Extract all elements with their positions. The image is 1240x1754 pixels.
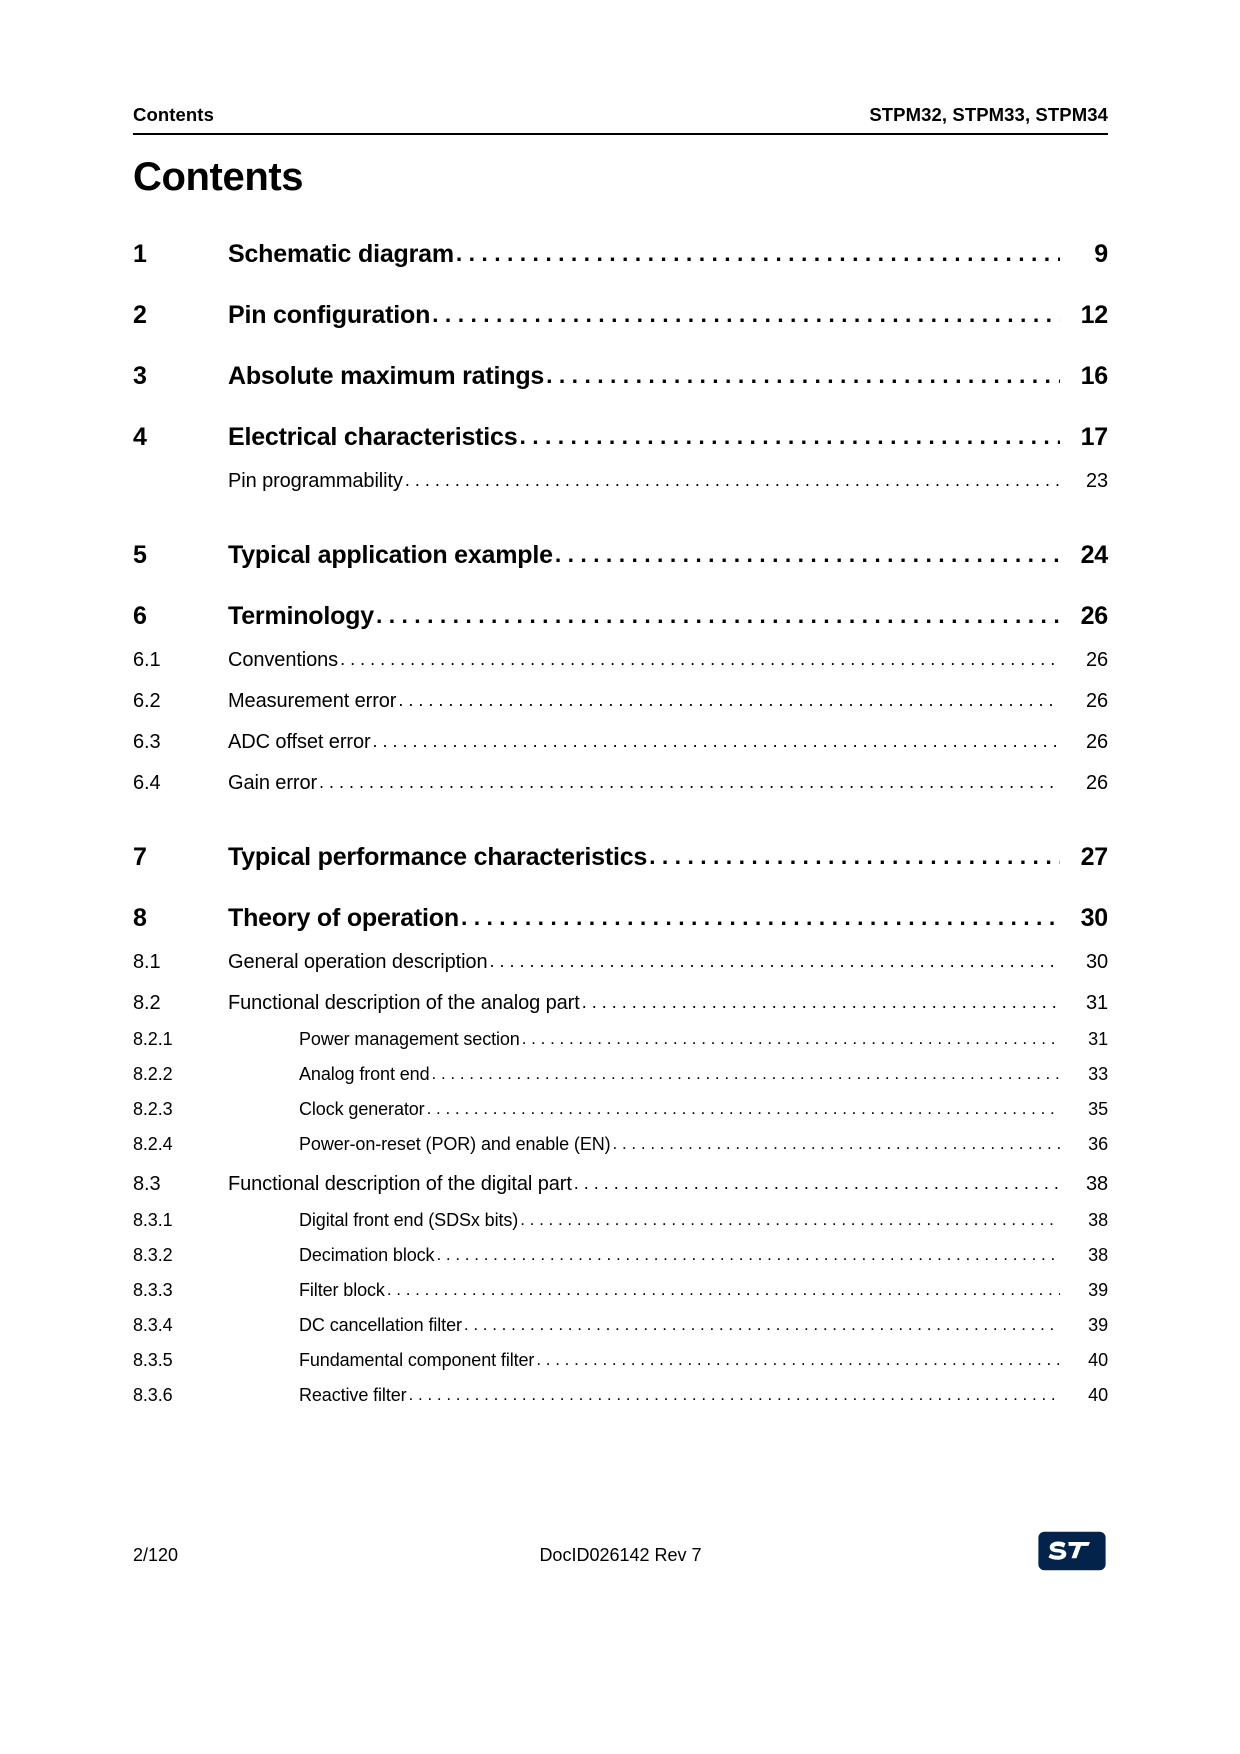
- toc-entry-page-number: 27: [1080, 843, 1108, 871]
- toc-entry[interactable]: [133, 1210, 1108, 1231]
- toc-entry-label: Terminology: [228, 602, 374, 630]
- toc-entry-number: 8.2.4: [133, 1134, 173, 1154]
- toc-entry-page-number: 39: [1088, 1280, 1108, 1300]
- toc-leader-dots: [574, 1173, 1060, 1194]
- toc-entry-label: General operation description: [228, 951, 488, 973]
- toc-entry-number: 5: [133, 541, 147, 569]
- toc-entry-page-number: 38: [1088, 1210, 1108, 1230]
- toc-entry-label: Digital front end (SDSx bits): [299, 1210, 519, 1230]
- header-left-text: Contents: [133, 104, 214, 125]
- toc-entry[interactable]: [133, 240, 1108, 269]
- toc-entry-page-number: 39: [1088, 1315, 1108, 1335]
- toc-entry-label: Functional description of the analog part: [228, 992, 580, 1014]
- toc-entry-page-number: 9: [1094, 240, 1108, 268]
- toc-entry[interactable]: [133, 1029, 1108, 1050]
- toc-leader-dots: [489, 951, 1060, 972]
- toc-entry-label: Fundamental component filter: [299, 1350, 535, 1370]
- toc-entry-label: Typical application example: [228, 541, 553, 569]
- toc-leader-dots: [405, 470, 1060, 491]
- toc-entry-label: Schematic diagram: [228, 240, 454, 268]
- toc-entry-number: 8.2.1: [133, 1029, 173, 1049]
- toc-leader-dots: [432, 301, 1060, 328]
- toc-leader-dots: [555, 541, 1060, 568]
- toc-entry-label: Measurement error: [228, 690, 397, 712]
- toc-entry-label: Decimation block: [299, 1245, 435, 1265]
- toc-entry-label: Theory of operation: [228, 904, 459, 932]
- toc-leader-dots: [427, 1099, 1060, 1119]
- toc-entry-page-number: 40: [1088, 1385, 1108, 1405]
- toc-entry-number: 8.3.5: [133, 1350, 173, 1370]
- toc-entry-number: 6.4: [133, 772, 161, 794]
- toc-entry[interactable]: [133, 649, 1108, 672]
- toc-entry-number: 2: [133, 301, 147, 329]
- toc-entry[interactable]: [133, 423, 1108, 452]
- toc-entry-number: 8.2.3: [133, 1099, 173, 1119]
- toc-entry[interactable]: [133, 1099, 1108, 1120]
- toc-entry[interactable]: [133, 1134, 1108, 1155]
- toc-entry-label: Functional description of the digital part: [228, 1173, 572, 1195]
- toc-leader-dots: [376, 602, 1060, 629]
- toc-entry-label: Pin programmability: [228, 470, 403, 492]
- toc-leader-dots: [387, 1280, 1060, 1300]
- toc-entry[interactable]: [133, 690, 1108, 713]
- toc-entry-page-number: 26: [1085, 731, 1108, 753]
- toc-entry-label: Typical performance characteristics: [228, 843, 648, 871]
- toc-leader-dots: [613, 1134, 1060, 1154]
- toc-leader-dots: [464, 1315, 1060, 1335]
- toc-entry-label: Pin configuration: [228, 301, 431, 329]
- page-title: Contents: [133, 155, 304, 199]
- toc-entry-number: 3: [133, 362, 147, 390]
- toc-leader-dots: [436, 1245, 1060, 1265]
- toc-leader-dots: [398, 690, 1060, 711]
- table-of-contents: [133, 240, 1108, 1406]
- toc-leader-dots: [649, 843, 1060, 870]
- toc-leader-dots: [409, 1385, 1060, 1405]
- toc-entry-label: ADC offset error: [228, 731, 371, 753]
- toc-entry-label: DC cancellation filter: [299, 1315, 462, 1335]
- toc-entry-number: 8.2: [133, 992, 161, 1014]
- toc-entry-label: Conventions: [228, 649, 339, 671]
- toc-entry-page-number: 38: [1085, 1173, 1108, 1195]
- toc-entry[interactable]: [133, 1280, 1108, 1301]
- toc-entry-label: Reactive filter: [299, 1385, 407, 1405]
- page-footer: [133, 1540, 1108, 1580]
- toc-entry-number: 8.3.1: [133, 1210, 173, 1230]
- toc-leader-dots: [432, 1064, 1061, 1084]
- toc-leader-dots: [461, 904, 1060, 931]
- toc-entry-number: 8.3.3: [133, 1280, 173, 1300]
- toc-entry-page-number: 35: [1088, 1099, 1108, 1119]
- toc-entry[interactable]: [133, 1315, 1108, 1336]
- footer-docid: DocID026142 Rev 7: [539, 1545, 702, 1565]
- toc-leader-dots: [522, 1029, 1060, 1049]
- toc-entry[interactable]: [133, 992, 1108, 1015]
- toc-entry-label: Analog front end: [299, 1064, 430, 1084]
- toc-entry-number: 6.2: [133, 690, 161, 712]
- toc-entry-number: 8.1: [133, 951, 161, 973]
- toc-entry-number: 8.2.2: [133, 1064, 173, 1084]
- toc-entry-page-number: 23: [1085, 470, 1108, 492]
- toc-entry[interactable]: [133, 904, 1108, 933]
- toc-entry-number: 6.3: [133, 731, 161, 753]
- st-logo: [1036, 1528, 1108, 1574]
- toc-entry-page-number: 26: [1085, 772, 1108, 794]
- toc-entry-label: Filter block: [299, 1280, 385, 1300]
- toc-entry-number: 4: [133, 423, 147, 451]
- toc-leader-dots: [536, 1350, 1060, 1370]
- toc-entry-label: Absolute maximum ratings: [228, 362, 545, 390]
- toc-entry[interactable]: [133, 1064, 1108, 1085]
- toc-entry-label: Power-on-reset (POR) and enable (EN): [299, 1134, 611, 1154]
- toc-entry[interactable]: [133, 301, 1108, 330]
- toc-entry[interactable]: [133, 1385, 1108, 1406]
- toc-entry[interactable]: [133, 951, 1108, 974]
- toc-leader-dots: [456, 240, 1060, 267]
- toc-leader-dots: [373, 731, 1060, 752]
- toc-entry-number: 8.3: [133, 1173, 161, 1195]
- toc-entry-page-number: 30: [1085, 951, 1108, 973]
- header-right-text: STPM32, STPM33, STPM34: [869, 104, 1108, 125]
- toc-entry-number: 7: [133, 843, 147, 871]
- toc-entry-page-number: 26: [1085, 649, 1108, 671]
- toc-entry-number: 8: [133, 904, 147, 932]
- toc-entry-page-number: 12: [1080, 301, 1108, 329]
- toc-leader-dots: [519, 423, 1060, 450]
- toc-entry[interactable]: [133, 362, 1108, 391]
- toc-entry[interactable]: [133, 731, 1108, 754]
- toc-entry-page-number: 24: [1080, 541, 1108, 569]
- toc-entry-page-number: 31: [1085, 992, 1108, 1014]
- page-header: [133, 104, 1108, 126]
- toc-leader-dots: [520, 1210, 1060, 1230]
- toc-entry-page-number: 26: [1085, 690, 1108, 712]
- toc-entry-page-number: 26: [1080, 602, 1108, 630]
- footer-page-indicator: 2/120: [133, 1545, 179, 1565]
- toc-entry-number: 8.3.6: [133, 1385, 173, 1405]
- toc-entry-page-number: 36: [1088, 1134, 1108, 1154]
- toc-leader-dots: [546, 362, 1060, 389]
- toc-entry[interactable]: [133, 843, 1108, 872]
- toc-entry[interactable]: [133, 1350, 1108, 1371]
- toc-entry-page-number: 17: [1080, 423, 1108, 451]
- toc-entry[interactable]: [133, 541, 1108, 570]
- toc-entry-number: 8.3.4: [133, 1315, 173, 1335]
- toc-entry-label: Power management section: [299, 1029, 520, 1049]
- toc-entry-label: Clock generator: [299, 1099, 425, 1119]
- toc-entry[interactable]: [133, 470, 1108, 493]
- toc-leader-dots: [582, 992, 1060, 1013]
- toc-entry-label: Gain error: [228, 772, 318, 794]
- toc-entry-label: Electrical characteristics: [228, 423, 518, 451]
- toc-entry-page-number: 40: [1088, 1350, 1108, 1370]
- header-divider: [133, 133, 1108, 135]
- toc-entry[interactable]: [133, 1173, 1108, 1196]
- toc-entry-page-number: 16: [1080, 362, 1108, 390]
- toc-entry-page-number: 38: [1088, 1245, 1108, 1265]
- toc-entry[interactable]: [133, 1245, 1108, 1266]
- toc-entry-number: 6: [133, 602, 147, 630]
- toc-entry-page-number: 31: [1088, 1029, 1108, 1049]
- toc-entry-number: 1: [133, 240, 147, 268]
- toc-entry-number: 6.1: [133, 649, 161, 671]
- toc-leader-dots: [340, 649, 1060, 670]
- toc-entry[interactable]: [133, 772, 1108, 795]
- toc-entry-page-number: 33: [1088, 1064, 1108, 1084]
- toc-entry-number: 8.3.2: [133, 1245, 173, 1265]
- toc-entry[interactable]: [133, 602, 1108, 631]
- toc-leader-dots: [319, 772, 1060, 793]
- toc-entry-page-number: 30: [1080, 904, 1108, 932]
